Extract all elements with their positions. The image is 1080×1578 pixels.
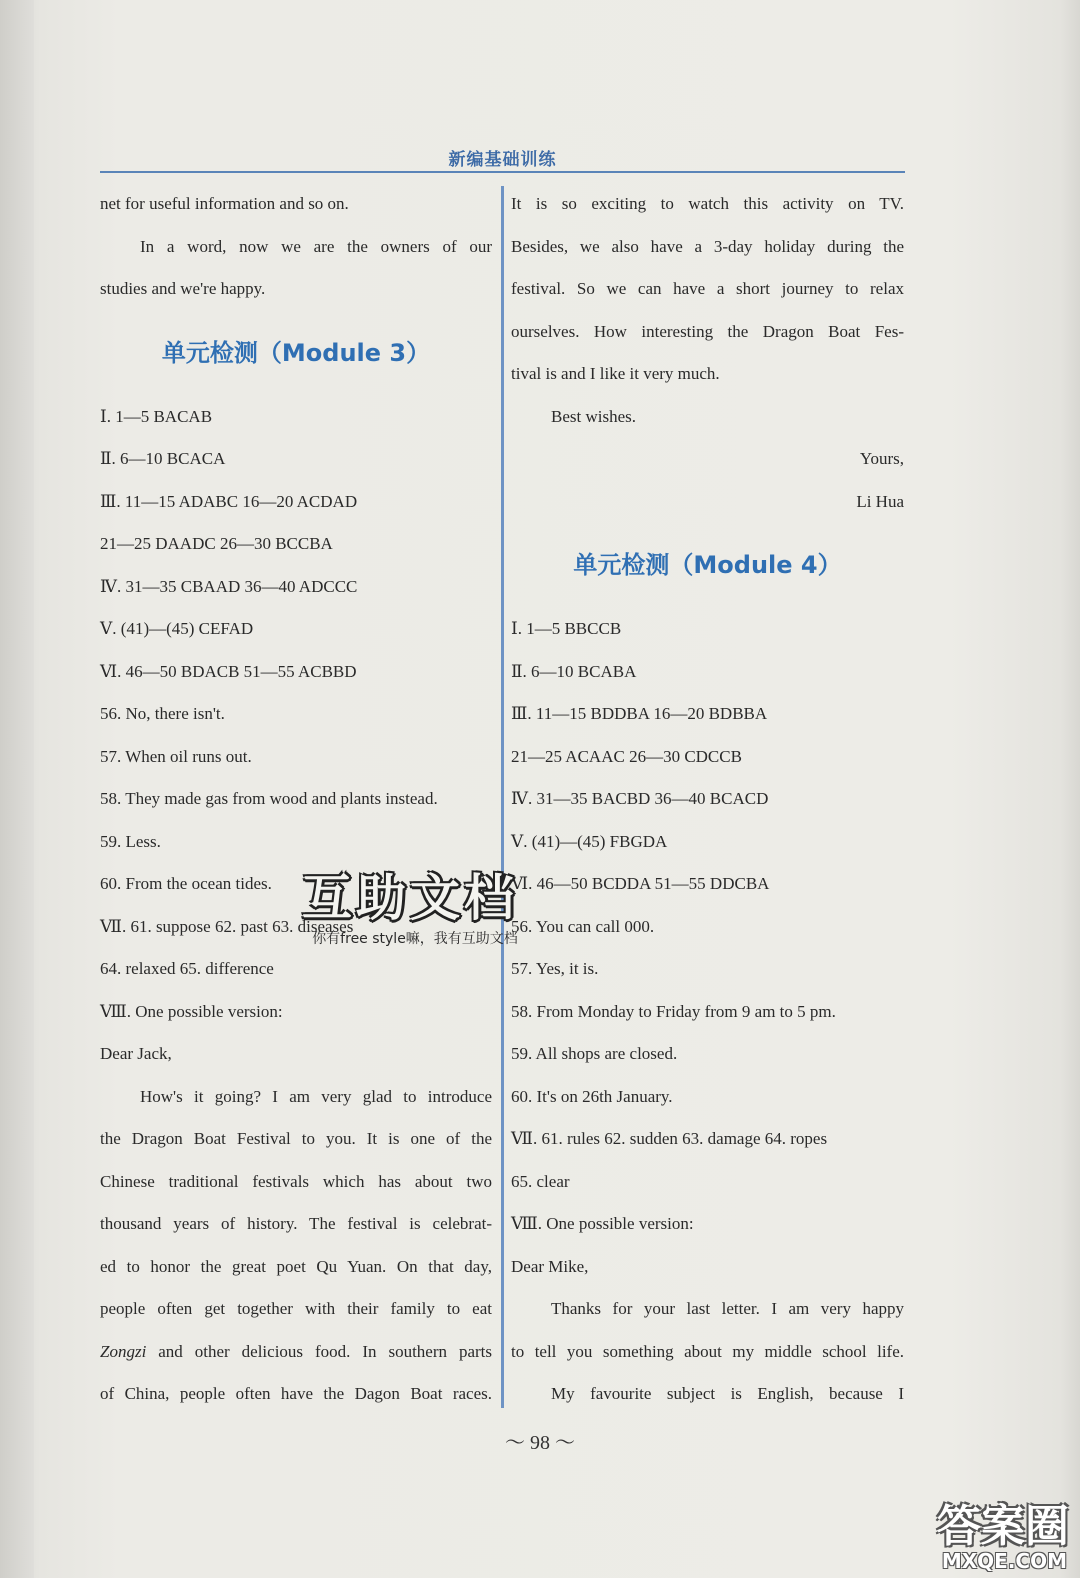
text-line: In a word, now we are the owners of our — [140, 236, 492, 256]
left-column — [100, 183, 492, 1416]
answer-line: 58. They made gas from wood and plants instead. — [100, 789, 438, 808]
text-line: studies and we're happy. — [100, 279, 266, 298]
answer-line: Ⅳ. 31—35 BACBD 36—40 BCACD — [511, 789, 769, 808]
letter-line: festival. So we can have a short journey to relax — [511, 279, 904, 298]
corner-logo-url: MXQE.COM — [941, 1549, 1067, 1573]
answer-line: 21—25 ACAAC 26—30 CDCCB — [511, 746, 742, 766]
section-title-module-4: 单元检测（Module 4） — [573, 551, 842, 579]
page-header — [100, 141, 905, 173]
letter-line: How's it going? I am very glad to introduce — [140, 1086, 492, 1106]
answer-line: 57. Yes, it is. — [511, 959, 599, 978]
letter-line: Chinese traditional festivals which has about two — [100, 1171, 492, 1191]
answer-line: Ⅱ. 6—10 BCABA — [511, 661, 637, 681]
corner-watermark-logo — [900, 1488, 1075, 1573]
right-column — [511, 183, 904, 1416]
answer-line: 56. You can call 000. — [511, 916, 655, 936]
letter-line: of China, people often have the Dagon Boat races. — [100, 1384, 492, 1403]
answer-line: 60. From the ocean tides. — [100, 874, 272, 893]
answer-line: Ⅴ. (41)—(45) CEFAD — [100, 619, 254, 638]
letter-line: the Dragon Boat Festival to you. It is one of the — [100, 1129, 492, 1148]
page-number: ～ 98 ～ — [505, 1432, 575, 1454]
answer-line: 65. clear — [511, 1171, 570, 1191]
answer-line: Ⅳ. 31—35 CBAAD 36—40 ADCCC — [100, 576, 358, 596]
letter-line: people often get together with their family to eat — [100, 1299, 492, 1318]
answer-line: 58. From Monday to Friday from 9 am to 5 pm. — [511, 1001, 836, 1021]
watermark — [280, 858, 550, 958]
binding-shadow — [0, 0, 34, 1578]
letter-line: Thanks for your last letter. I am very happy — [551, 1299, 904, 1318]
letter-line: thousand years of history. The festival is celebrat- — [100, 1214, 492, 1233]
section-title-module-3: 单元检测（Module 3） — [161, 338, 431, 367]
letter-line: My favourite subject is English, because I — [551, 1384, 904, 1403]
answer-line: 21—25 DAADC 26—30 BCCBA — [100, 534, 333, 553]
corner-logo-text: 答案圈 — [937, 1501, 1069, 1552]
answer-line: Ⅷ. One possible version: — [100, 1001, 283, 1021]
letter-signoff: Yours, — [859, 449, 904, 468]
letter-line: Besides, we also have a 3-day holiday during the — [511, 236, 904, 256]
letter-line: It is so exciting to watch this activity on TV. — [511, 194, 904, 213]
letter-signature: Li Hua — [856, 491, 904, 511]
zongzi-word: Zongzi — [100, 1341, 147, 1361]
letter-salutation: Dear Jack, — [100, 1044, 172, 1063]
answer-line: 57. When oil runs out. — [100, 746, 252, 766]
letter-line: ourselves. How interesting the Dragon Boat Fes- — [511, 321, 904, 341]
text-line: net for useful information and so on. — [100, 194, 349, 213]
answer-line: Ⅶ. 61. rules 62. sudden 63. damage 64. ropes — [511, 1129, 828, 1148]
answer-line: 59. All shops are closed. — [511, 1044, 678, 1063]
column-divider — [501, 186, 504, 1408]
answer-line: Ⅶ. 61. suppose 62. past 63. diseases — [100, 916, 354, 936]
answer-line: 60. It's on 26th January. — [511, 1086, 673, 1106]
answer-line: Ⅷ. One possible version: — [511, 1214, 694, 1233]
letter-closing: Best wishes. — [551, 406, 636, 426]
answer-line: Ⅰ. 1—5 BBCCB — [511, 619, 622, 638]
letter-salutation: Dear Mike, — [511, 1256, 589, 1276]
watermark-logo-text: 互助文档 — [302, 869, 518, 927]
letter-line: tival is and I like it very much. — [511, 364, 720, 383]
letter-line-zongzi — [100, 1331, 492, 1374]
answer-line: Ⅲ. 11—15 ADABC 16—20 ACDAD — [100, 491, 358, 511]
answer-line: 59. Less. — [100, 831, 161, 851]
answer-line: Ⅲ. 11—15 BDDBA 16—20 BDBBA — [511, 704, 768, 723]
watermark-slogan: 你有free style嘛，我有互助文档 — [312, 931, 518, 947]
letter-line-rest: and other delicious food. In southern parts — [158, 1341, 493, 1361]
header-title: 新编基础训练 — [448, 150, 557, 170]
letter-line: to tell you something about my middle school life. — [511, 1341, 904, 1361]
answer-line: Ⅵ. 46—50 BCDDA 51—55 DDCBA — [511, 874, 770, 893]
answer-line: Ⅴ. (41)—(45) FBGDA — [511, 831, 668, 851]
answer-line: 56. No, there isn't. — [100, 704, 225, 723]
answer-line: Ⅱ. 6—10 BCACA — [100, 449, 226, 468]
answer-line: 64. relaxed 65. difference — [100, 959, 274, 978]
answer-line: Ⅵ. 46—50 BDACB 51—55 ACBBD — [100, 661, 357, 681]
letter-line: ed to honor the great poet Qu Yuan. On that day, — [100, 1256, 492, 1276]
header-rule — [100, 171, 905, 173]
answer-line: Ⅰ. 1—5 BACAB — [100, 406, 213, 426]
